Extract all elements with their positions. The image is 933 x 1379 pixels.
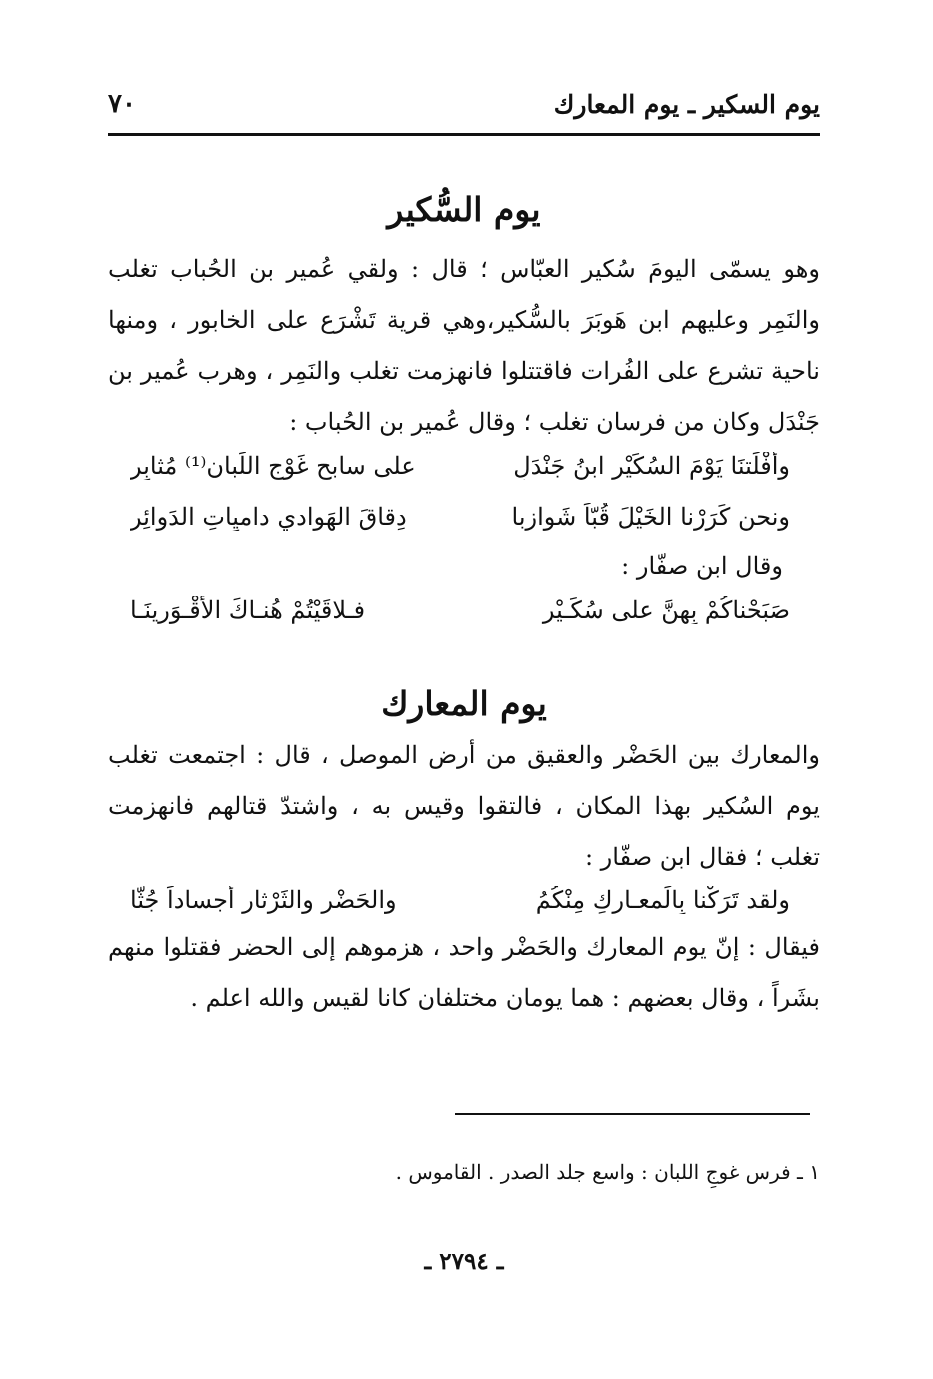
poem-umair bbox=[130, 440, 790, 542]
page-number-bottom: ـ ٢٧٩٤ ـ bbox=[424, 1248, 504, 1275]
hemistich-first: ونحن كَرَرْنا الخَيْلَ قُبّاً شَوازِبا bbox=[511, 502, 790, 531]
page-number-top: ٧٠ bbox=[108, 89, 136, 119]
hemistich-first: صَبَحْناكُمْ بِهِنَّ على سُكَـيْرٍ bbox=[542, 595, 790, 624]
hemistich-second: فـلاقَيْتُمْ هُنـاكَ الأَقْـوَرينَـا bbox=[130, 595, 366, 624]
paragraph-sukair: وهو يسمّى اليومَ سُكير العبّاس ؛ قال : ولقي عُمير بن الحُباب تغلب والنَمِر وعليهم ابن هَوبَرَ بالسُّكير،وهي قرية تَشْرَع على الخابور ، ومنها ناحية تشرع على الفُرات فاقتتلوا فانهزمت تغلب والنَمِر ، وهرب عُمير بن جَنْدَل وكان من فرسان تغلب ؛ وقال عُمير بن الحُباب : bbox=[108, 255, 820, 436]
poem-ibn-saffar-2 bbox=[130, 874, 790, 925]
paragraph-maarik: والمعارك بين الحَضْر والعقيق من أرض الموصل ، قال : اجتمعت تغلب يوم السُكير بهذا المكان ، فالتقوا وقيس به ، واشتدّ قتالهم فانهزمت تغلب ؛ فقال ابن صفّار : bbox=[108, 741, 821, 871]
page-header bbox=[108, 78, 820, 130]
running-title: يوم السكير ـ يوم المعارك bbox=[553, 89, 820, 119]
section-title-sukair: يوم السُّكير bbox=[387, 190, 541, 229]
verse-intro-ibn-saffar: وقال ابن صفّار : bbox=[621, 552, 783, 580]
verse bbox=[130, 440, 790, 491]
section-title-maarik: يوم المعارك bbox=[381, 684, 547, 723]
hemistich-second: والحَضْرِ والثَرْثارِ أجساداً جُثّا bbox=[130, 885, 397, 914]
hemistich-first: وأفْلَتنَا يَوْمَ السُكَيْرِ ابنُ جَنْدَلٍ bbox=[513, 451, 790, 480]
paragraph-maarik-conclusion: فيقال : إنّ يوم المعارك والحَضْر واحد ، هزموهم إلى الحضر فقتلوا منهم بشَراً ، وقال بعضهم : هما يومان مختلفان كانا لقيس والله اعلم . bbox=[108, 933, 820, 1012]
footnote-rule bbox=[455, 1113, 810, 1115]
hemistich-second: على سابحٍ غَوْجِ اللَبانِ⁽¹⁾ مُثابِرِ bbox=[130, 451, 416, 480]
verse bbox=[130, 584, 790, 635]
verse bbox=[130, 874, 790, 925]
footnote: ١ ـ فرس غوجِ اللبان : واسع جلد الصدر . القاموس . bbox=[395, 1160, 820, 1184]
header-rule bbox=[108, 133, 820, 136]
poem-ibn-saffar-1 bbox=[130, 584, 790, 635]
hemistich-first: ولقد تَرَكْنا بِالَمعـارِكِ مِنْكُمُ bbox=[535, 885, 790, 914]
verse bbox=[130, 491, 790, 542]
hemistich-second: دِقاقَ الهَوادي داميِاتِ الدَوائِرِ bbox=[130, 502, 407, 531]
